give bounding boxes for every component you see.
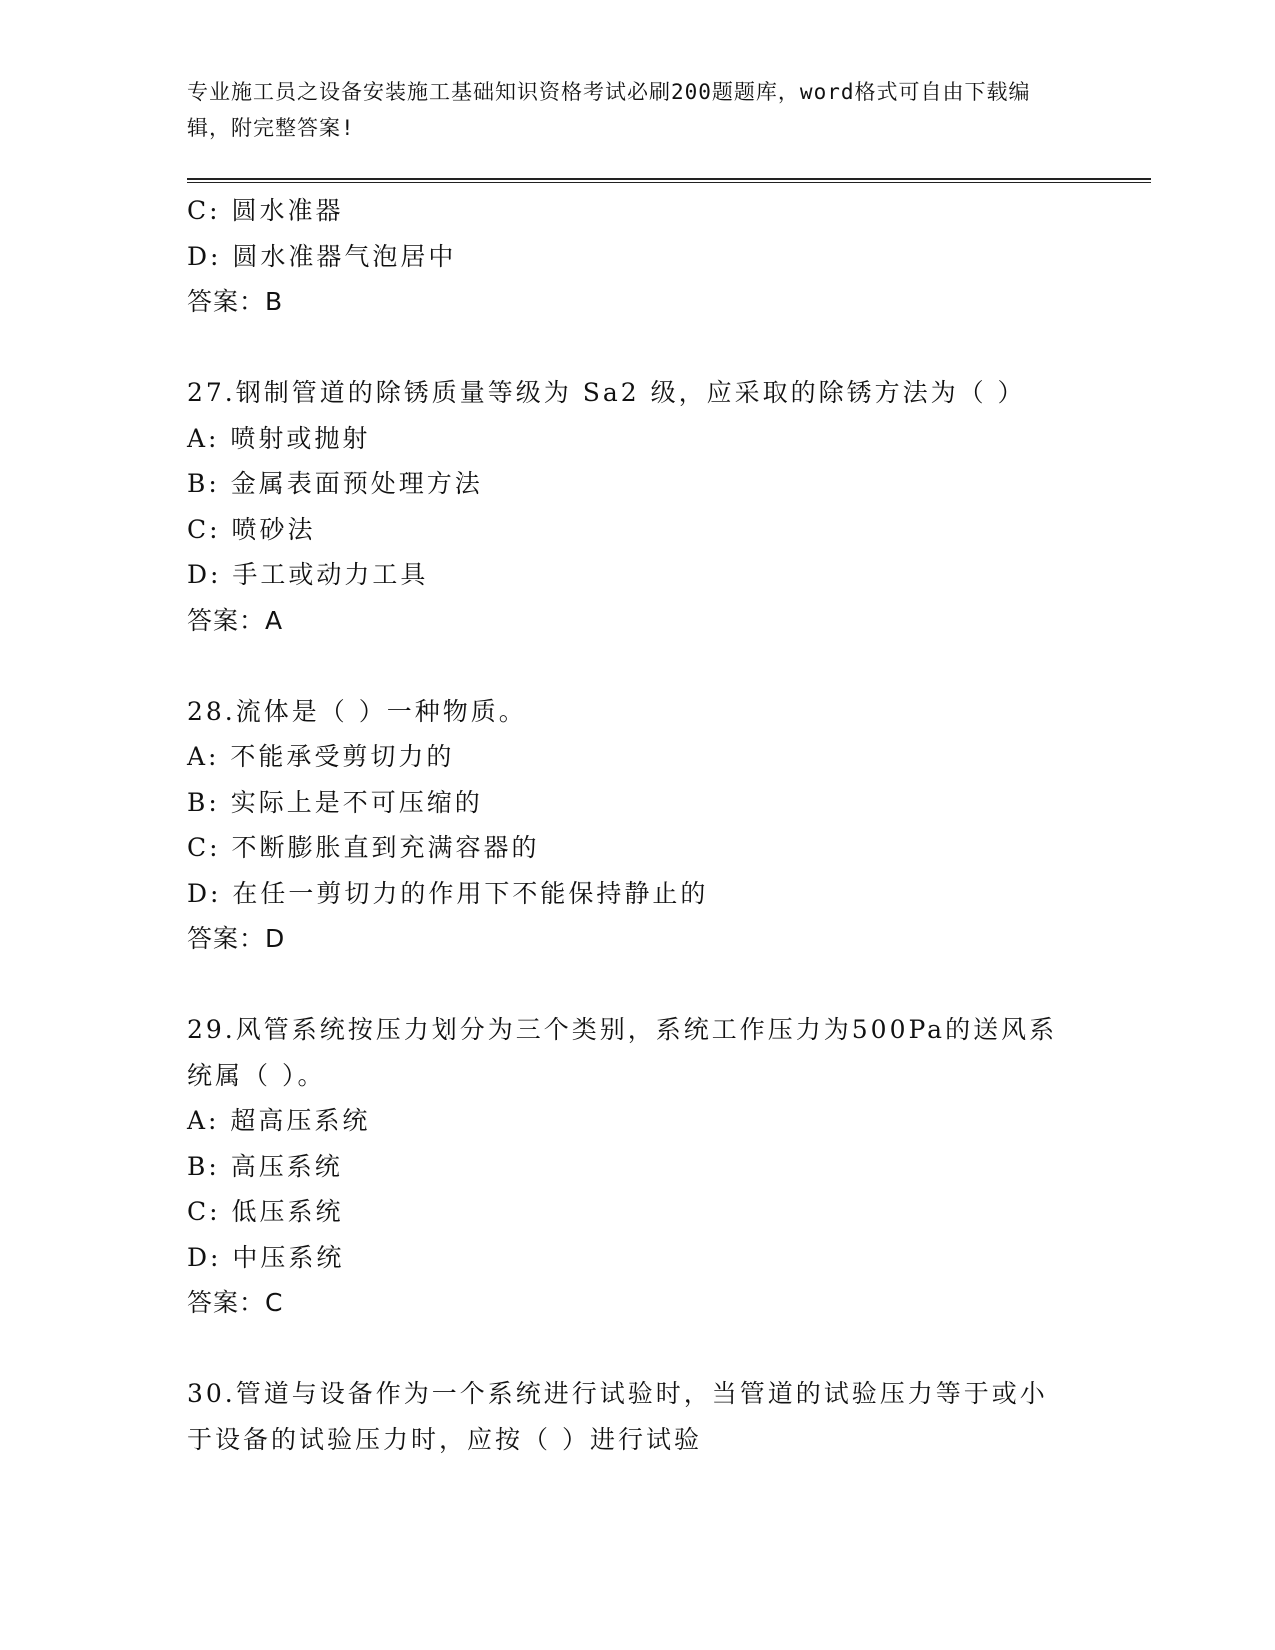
spacer (187, 962, 1087, 1008)
header-divider (187, 178, 1151, 183)
option-d: D: 在任一剪切力的作用下不能保持静止的 (187, 878, 709, 908)
option-c: C: 喷砂法 (187, 514, 316, 544)
option-d: D: 中压系统 (187, 1242, 345, 1272)
answer-label: 答案：B (187, 287, 284, 316)
spacer (187, 643, 1087, 689)
option-b: B: 实际上是不可压缩的 (187, 787, 483, 817)
option-c: C: 低压系统 (187, 1197, 344, 1226)
question-stem-line-1: 29.风管系统按压力划分为三个类别，系统工作压力为500Pa的送风系 (187, 1015, 1058, 1044)
spacer (187, 1326, 1087, 1372)
spacer (187, 325, 1087, 371)
question-stem-line-1: 30.管道与设备作为一个系统进行试验时，当管道的试验压力等于或小 (187, 1379, 1048, 1408)
answer-label: 答案：C (187, 1288, 284, 1317)
question-stem-line-2: 统属（ ）。 (187, 1060, 326, 1090)
option-c: C: 不断膨胀直到充满容器的 (187, 833, 540, 862)
option-a: A: 喷射或抛射 (187, 423, 371, 453)
question-stem: 27.钢制管道的除锈质量等级为 Sa2 级，应采取的除锈方法为（ ） (187, 378, 1026, 407)
option-c: C: 圆水准器 (187, 196, 344, 225)
option-b: B: 金属表面预处理方法 (187, 469, 483, 498)
question-stem-line-2: 于设备的试验压力时，应按（ ）进行试验 (187, 1424, 702, 1454)
question-stem: 28.流体是（ ）一种物质。 (187, 696, 527, 726)
option-b: B: 高压系统 (187, 1151, 343, 1181)
option-a: A: 不能承受剪切力的 (187, 742, 455, 771)
question-list (187, 188, 1087, 1462)
option-a: A: 超高压系统 (187, 1106, 371, 1135)
answer-label: 答案：D (187, 924, 286, 953)
document-header-title: 专业施工员之设备安装施工基础知识资格考试必刷200题题库，word格式可自由下载编辑，附完整答案! (187, 80, 1031, 140)
option-d: D: 圆水准器气泡居中 (187, 241, 457, 271)
option-d: D: 手工或动力工具 (187, 560, 429, 589)
answer-label: 答案：A (187, 605, 284, 635)
